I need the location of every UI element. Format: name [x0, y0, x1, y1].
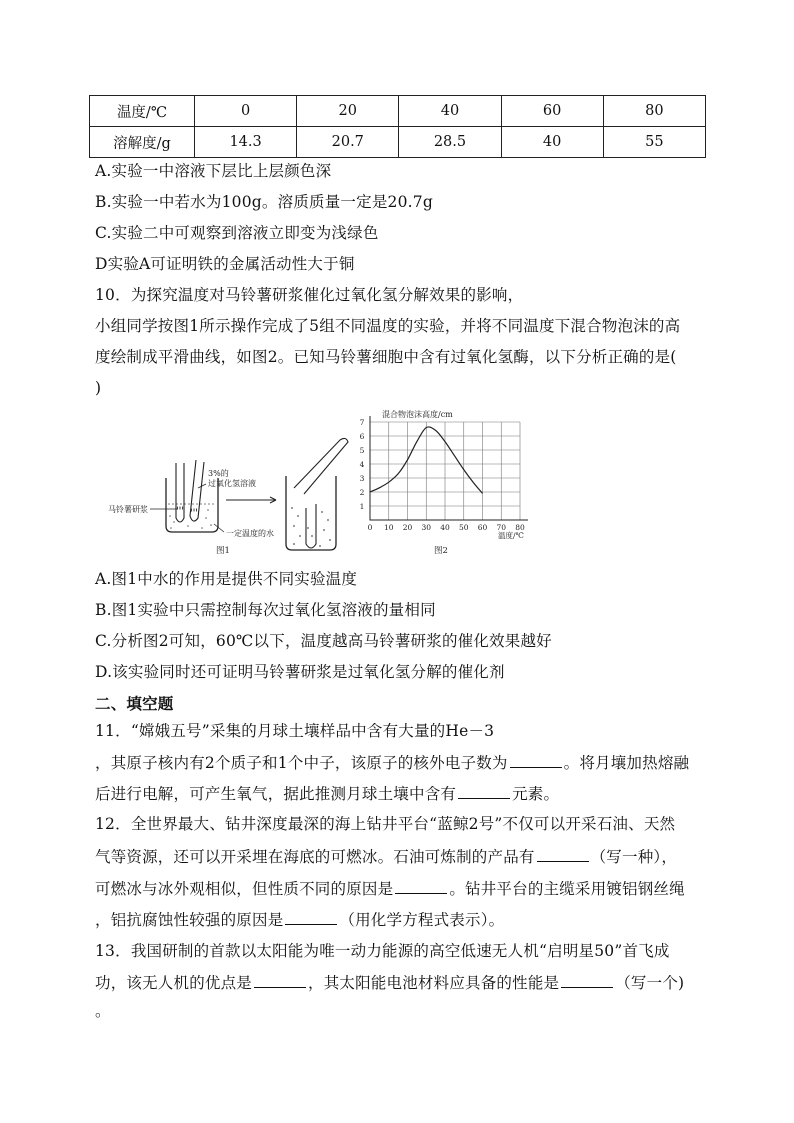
q11-line2 [95, 751, 689, 774]
q10-stem-line1: 10．为探究温度对马铃薯研浆催化过氧化氢分解效果的影响， [95, 286, 524, 304]
answer-blank[interactable] [561, 971, 613, 988]
chart-x-tick-label: 80 [515, 523, 525, 532]
chart-y-tick-label: 1 [359, 502, 365, 511]
fig1-caption: 图1 [216, 546, 230, 556]
chart-x-tick-label: 40 [440, 523, 450, 532]
table-cell: 40 [399, 96, 501, 127]
q10-option-d: D.该实验同时还可证明马铃薯研浆是过氧化氢分解的催化剂 [95, 663, 505, 681]
q10-stem-line4: ) [95, 379, 102, 397]
q12-line3-text-b: 。钻井平台的主缆采用镀铝钢丝绳 [449, 880, 685, 898]
q9-option-c: C.实验二中可观察到溶液立即变为浅绿色 [95, 224, 379, 242]
fig2-caption: 图2 [434, 546, 448, 556]
section-title: 二、填空题 [95, 694, 174, 713]
table-row [90, 96, 706, 127]
q12-line3-text-a: 可燃冰与冰外观相似，但性质不同的原因是 [95, 880, 394, 898]
answer-blank[interactable] [395, 877, 447, 894]
answer-blank[interactable] [510, 751, 562, 768]
fig1-label-solution: 过氧化氢溶液 [208, 479, 256, 488]
table-cell: 0 [195, 96, 297, 127]
chart-grid [370, 416, 528, 520]
q9-option-b: B.实验一中若水为100g。溶质质量一定是20.7g [95, 193, 433, 211]
q11-line3-text-b: 元素。 [512, 785, 560, 803]
q12-line3 [95, 877, 685, 900]
q11-line2-text-a: ，其原子核内有2个质子和1个中子，该原子的核外电子数为 [95, 754, 508, 772]
fig1-apparatus [108, 438, 348, 556]
q10-stem-line3: 度绘制成平滑曲线，如图2。已知马铃薯细胞中含有过氧化氢酶，以下分析正确的是( [95, 348, 677, 366]
table-row-header: 温度/℃ [90, 96, 195, 127]
q12-line1: 12．全世界最大、钻井深度最深的海上钻井平台“蓝鲸2号”不仅可以开采石油、天然 [95, 815, 676, 833]
fig1-label-water: 一定温度的水 [226, 529, 274, 538]
chart-xlabel: 温度/℃ [498, 531, 524, 540]
answer-blank[interactable] [254, 971, 306, 988]
answer-blank[interactable] [458, 782, 510, 799]
q10-figure-svg [108, 408, 538, 560]
chart-y-ticks [360, 418, 365, 511]
chart-y-tick-label: 4 [359, 460, 365, 469]
answer-blank[interactable] [537, 845, 589, 862]
chart-x-tick-label: 70 [496, 523, 507, 532]
chart-y-tick-label: 7 [359, 418, 365, 427]
q13-line2-text-c: （写一个) [615, 974, 685, 992]
q11-line2-text-b: 。将月壤加热熔融 [563, 754, 690, 772]
chart-x-tick-label: 30 [421, 523, 432, 532]
table-cell: 55 [603, 127, 705, 158]
q13-line2 [95, 971, 684, 994]
q11-line3 [95, 782, 559, 805]
fig1-label-slurry: 马铃薯研浆 [108, 505, 148, 514]
table-cell: 14.3 [195, 127, 297, 158]
q9-option-a: A.实验一中溶液下层比上层颜色深 [95, 162, 332, 180]
q12-line4 [95, 908, 504, 931]
q10-option-c: C.分析图2可知，60℃以下，温度越高马铃薯研浆的催化效果越好 [95, 632, 552, 650]
q12-line2-text-a: 气等资源，还可以开采埋在海底的可燃冰。石油可炼制的产品有 [95, 848, 535, 866]
fig2-chart [360, 409, 528, 556]
solubility-table [89, 95, 706, 158]
table-row-header: 溶解度/g [90, 127, 195, 158]
q10-stem-line2: 小组同学按图1所示操作完成了5组不同温度的实验，并将不同温度下混合物泡沫的高 [95, 317, 681, 335]
chart-x-tick-label: 20 [402, 523, 413, 532]
chart-y-tick-label: 3 [359, 474, 365, 483]
q12-line4-text-a: ，铝抗腐蚀性较强的原因是 [95, 911, 284, 929]
fig1-label-3pct: 3%的 [208, 469, 229, 478]
q11-line3-text-a: 后进行电解，可产生氧气，据此推测月球土壤中含有 [95, 785, 457, 803]
q11-line1: 11．“嫦娥五号”采集的月球土壤样品中含有大量的He－3 [95, 722, 495, 740]
q13-line1: 13．我国研制的首款以太阳能为唯一动力能源的高空低速无人机“启明星50”首飞成 [95, 942, 670, 960]
chart-y-tick-label: 2 [359, 488, 365, 497]
q9-option-d: D实验A可证明铁的金属活动性大于铜 [95, 255, 355, 273]
q10-option-b: B.图1实验中只需控制每次过氧化氢溶液的量相同 [95, 601, 436, 619]
q10-option-a: A.图1中水的作用是提供不同实验温度 [95, 570, 358, 588]
chart-y-tick-label: 5 [359, 446, 365, 455]
table-cell: 60 [501, 96, 603, 127]
table-cell: 20 [297, 96, 399, 127]
chart-x-tick-label: 10 [383, 523, 394, 532]
table-row [90, 127, 706, 158]
q13-line2-text-b: ，其太阳能电池材料应具备的性能是 [308, 974, 560, 992]
chart-axes [370, 416, 528, 520]
chart-x-tick-label: 0 [367, 523, 373, 532]
chart-x-tick-label: 50 [458, 523, 469, 532]
table-cell: 20.7 [297, 127, 399, 158]
table-cell: 40 [501, 127, 603, 158]
chart-ylabel: 混合物泡沫高度/cm [382, 410, 453, 419]
q12-line4-text-b: （用化学方程式表示）。 [339, 911, 505, 929]
table-cell: 28.5 [399, 127, 501, 158]
q12-line2 [95, 845, 677, 868]
q13-line3: 。 [95, 1002, 111, 1020]
q13-line2-text-a: 功，该无人机的优点是 [95, 974, 253, 992]
table-cell: 80 [603, 96, 705, 127]
chart-x-tick-label: 60 [477, 523, 488, 532]
answer-blank[interactable] [285, 908, 337, 925]
q10-figure [108, 408, 538, 560]
q12-line2-text-b: （写一种）， [590, 848, 678, 866]
chart-y-tick-label: 6 [359, 432, 365, 441]
